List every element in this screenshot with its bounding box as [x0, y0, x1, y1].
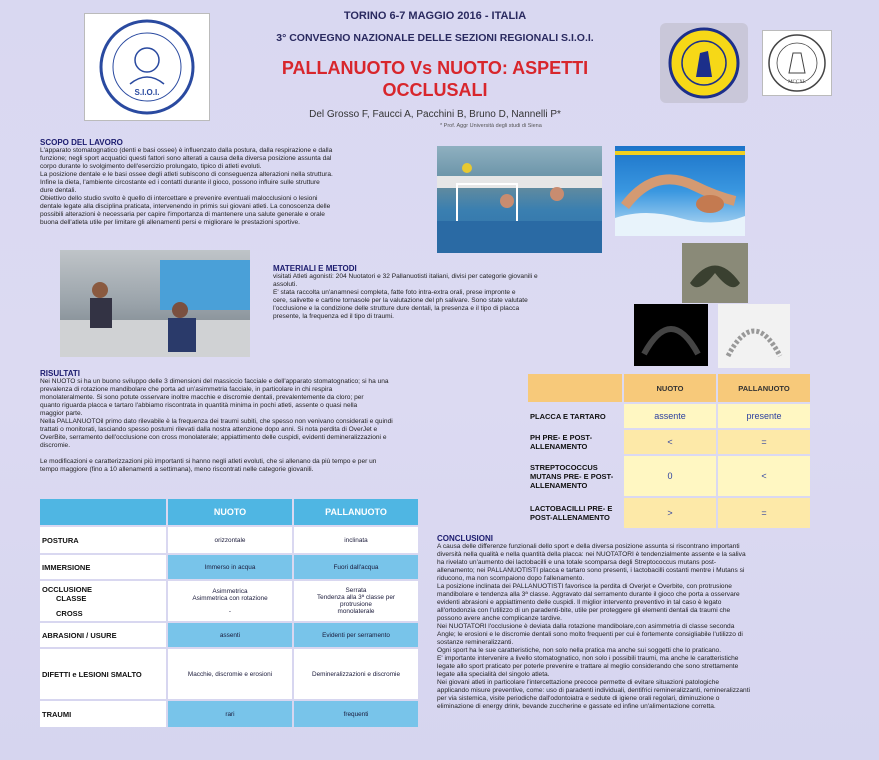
cell-nuoto: Immerso in acqua: [168, 555, 292, 579]
text-line: riducono, ma non scompaiono dopo l'allenamento.: [437, 575, 585, 582]
text-line: Nella PALLANUOTOil primo dato rilevabile è la frequenza dei traumi subiti, che spesso non venivano considerati e quindi: [40, 418, 393, 425]
row-label: DIFETTI e LESIONI SMALTO: [40, 649, 166, 699]
cell-nuoto: orizzontale: [168, 527, 292, 553]
cell-pallanuoto: Fuori dall'acqua: [294, 555, 418, 579]
section-body: [273, 273, 623, 321]
cell-line: Serrata: [345, 587, 367, 594]
text-line: Nei NUOTO si ha un buono sviluppo delle 3 dimensioni del massiccio facciale e dell'apparato stomatognatico; si ha una: [40, 378, 389, 385]
section-title: MATERIALI E METODI: [273, 264, 357, 273]
table-row: [40, 649, 418, 699]
text-line: monolateralmente. Si sono potute osservare inoltre macchie e discromie dentali, prevalentemente da cloro; per: [40, 394, 364, 401]
text-line: E' stata raccolta un'anamnesi completa, fatte foto intra-extra orali, prese impronte e: [273, 289, 516, 296]
table-row: [528, 404, 810, 428]
text-line: maggior parte.: [40, 410, 83, 417]
section-title: RISULTATI: [40, 369, 80, 378]
text-line: L'apparato stomatognatico (denti e basi ossee) è influenzato dalla postura, dalla respirazione e dalla: [40, 147, 333, 154]
row-label: ABRASIONI / USURE: [40, 623, 166, 647]
text-line: mandibolare e tendenza alla 3ª classe. Aggravato dal serramento durante il gioco che porta a osservare: [437, 591, 740, 598]
table-row: [528, 456, 810, 496]
table1-corner: [40, 499, 166, 525]
text-line: ha rivelato un'aumento dei lactobacilli e una totale scomparsa degli Streptococcus mutans post-: [437, 559, 717, 566]
cell-line: -: [228, 607, 232, 615]
table-row: [40, 555, 418, 579]
authors: Del Grosso F, Faucci A, Pacchini B, Bruno D, Nannelli P*: [309, 109, 561, 120]
section-body: [437, 543, 845, 711]
cell-pallanuoto: Evidenti per serramento: [294, 623, 418, 647]
cell-pallanuoto: <: [718, 456, 810, 496]
cell-pallanuoto: Demineralizzazioni e discromie: [294, 649, 418, 699]
text-line: Obiettivo dello studio svolto è quello di intercettare e prevenire eventuali malocclusioni o lesioni: [40, 195, 318, 202]
table-row: [40, 581, 418, 621]
cell-nuoto: >: [624, 498, 716, 528]
section-materiali: [273, 264, 623, 321]
text-line: eliminazione di energy drink, bevande zuccherine e gassate ed infine un'alimentazione corretta.: [437, 703, 716, 710]
text-line: cere, salivette e cartine tornasole per la valutazione del ph salivare. Sono state valutate: [273, 297, 528, 304]
section-body: [40, 147, 435, 227]
cell-nuoto: assente: [624, 404, 716, 428]
text-line: evidenti abrasioni e appiattimento delle cuspidi. Il miglior intervento preventivo in tal caso è legato: [437, 599, 722, 606]
row-label: POSTURA: [40, 527, 166, 553]
poster-title: [250, 57, 620, 101]
row-label: IMMERSIONE: [40, 555, 166, 579]
text-line: Ogni sport ha le sue caratteristiche, non solo nella pratica ma anche sui soggetti che lo praticano.: [437, 647, 722, 654]
table2-header-pallanuoto: PALLANUOTO: [718, 374, 810, 402]
cell-line: Asimmetrica: [212, 587, 248, 595]
section-risultati: [40, 369, 510, 474]
cell-pallanuoto: inclinata: [294, 527, 418, 553]
cell-pallanuoto: [294, 581, 418, 621]
text-line: assoluti.: [273, 281, 298, 288]
cell-line: Tendenza alla 3ª classe per: [316, 594, 396, 601]
cell-pallanuoto: =: [718, 498, 810, 528]
cell-line: monolaterale: [337, 608, 375, 615]
sioi-label: S.I.O.I.: [134, 88, 160, 97]
row-label: PH PRE- E POST-ALLENAMENTO: [530, 433, 593, 451]
cell-nuoto: assenti: [168, 623, 292, 647]
dental-impression-photo: [682, 243, 748, 303]
text-line: l'occlusione e la condizione delle strutture dure dentali, la presenza e il tipo di placca: [273, 305, 520, 312]
cell-nuoto: Macchie, discromie e erosioni: [168, 649, 292, 699]
text-line: corpo durante lo svolgimento dell'esercizio prolungato, tipico di atleti evoluti.: [40, 163, 262, 170]
row-label: STREPTOCOCCUS MUTANS PRE- E POST-ALLENAMENTO: [530, 462, 614, 490]
table-row: [528, 430, 810, 454]
text-line: legate alla specialità del singolo atleta.: [437, 671, 550, 678]
waterpolo-photo: [437, 146, 602, 253]
text-line: prevalenza di rotazione mandibolare che porta ad un'asimmetria facciale, in particolare in chi respira: [40, 386, 333, 393]
conference-date-location: TORINO 6-7 MAGGIO 2016 - ITALIA: [343, 10, 527, 22]
swimmer-photo: [615, 146, 745, 236]
text-line: A causa delle differenze funzionali dello sport e della diversa posizione assunta si riscontrano importanti: [437, 543, 740, 550]
text-line: funzione; negli sport acquatici questi fattori sono alterati a causa della diversa posizione assunta dal: [40, 155, 332, 162]
text-line: visitati Atleti agonisti: 204 Nuotatori e 32 Pallanuotisti italiani, divisi per categorie giovanili e: [273, 273, 538, 280]
text-line: [40, 450, 510, 458]
text-line: presente, la frequenza ed il tipo di traumi.: [273, 313, 394, 320]
text-line: possibili alterazioni è necessaria per capire l'importanza di mantenere una salute generale e orale: [40, 211, 325, 218]
table-row: [40, 623, 418, 647]
text-line: all'ortodonzia con l'utilizzo di un paradenti-bite, utile per proteggere gli elementi dentali da traumi che: [437, 607, 731, 614]
text-line: buona dell'atleta utile per limitare gli allenamenti persi e migliorare le prestazioni sportive.: [40, 219, 301, 226]
dental-arch-light-photo: [718, 304, 790, 368]
text-line: trattati o monitorati, lasciando spesso postumi rilevati dalla nostra attenzione dopo anni. Si nota perdita di OverJet e: [40, 426, 378, 433]
row-label-sub: CROSS: [56, 608, 83, 618]
text-line: La posizione inclinata dei PALLANUOTISTI favorisce la perdita di Overjet e Overbite, con protrusione: [437, 583, 732, 590]
text-line: dentale legate alla disciplina praticata, intervenendo in primis sui giovani atleti. La conoscenza delle: [40, 203, 331, 210]
sioi-logo: [84, 13, 210, 121]
row-label-main: OCCLUSIONE: [42, 584, 93, 594]
svg-text:MCCXL: MCCXL: [788, 80, 806, 85]
table-row: [40, 527, 418, 553]
text-line: Angle; le erosioni e le discromie dentali sono molto frequenti per cui è fortemente consigliabile l'utilizzo di: [437, 631, 743, 638]
text-line: La posizione dentale e le basi ossee degli atleti subiscono di conseguenza alterazioni nella struttura.: [40, 171, 333, 178]
table2-header-nuoto: NUOTO: [624, 374, 716, 402]
text-line: sostanze remineralizzanti.: [437, 639, 514, 646]
row-label: LACTOBACILLI PRE- E POST-ALLENAMENTO: [530, 504, 613, 522]
section-conclusioni: [437, 534, 845, 711]
cell-nuoto: 0: [624, 456, 716, 496]
clinic-photo: [60, 250, 250, 357]
cell-pallanuoto: presente: [718, 404, 810, 428]
row-label: [40, 581, 166, 621]
table1-header-pallanuoto: PALLANUOTO: [294, 499, 418, 525]
section-title: SCOPO DEL LAVORO: [40, 138, 123, 147]
comparison-table: [38, 497, 420, 729]
text-line: discromie.: [40, 442, 71, 449]
sioi-regional-logo: [660, 23, 748, 103]
text-line: legate allo sport praticato per poterle prevenire e trattare al meglio considerando che sono strettamente: [437, 663, 739, 670]
text-line: per via sistemica, visite periodiche dall'odontoiatra e sedute di igiene orali regolari, diminuzione o: [437, 695, 720, 702]
table2-corner: [528, 374, 622, 402]
text-line: OverBite, serramento dell'occlusione con cross monolaterale; appiattimento delle cuspidi, evidenti demineralizzazioni e: [40, 434, 387, 441]
siena-university-seal: [762, 30, 832, 96]
row-label-sub: CLASSE: [56, 593, 87, 603]
text-line: diversità nella qualità e nella quantità della placca: nei NUOTATORI è tendenzialmente assente e la saliva: [437, 551, 746, 558]
row-label: TRAUMI: [40, 701, 166, 727]
table1-header-nuoto: NUOTO: [168, 499, 292, 525]
poster-title-line2: OCCLUSALI: [382, 80, 488, 100]
text-line: quanto riguarda placca e tartaro l'abbiamo riscontrata in quantità minima in pochi atleti, assente o quasi nella: [40, 402, 358, 409]
text-line: applicando misure preventive, come: uso di paradenti individuali, dentifrici remineralizzanti, remineralizzanti: [437, 687, 750, 694]
cell-nuoto: <: [624, 430, 716, 454]
oral-health-table: [526, 372, 812, 530]
conference-name: 3° CONVEGNO NAZIONALE DELLE SEZIONI REGIONALI S.I.O.I.: [276, 32, 594, 44]
cell-pallanuoto: frequenti: [294, 701, 418, 727]
text-line: Nei NUOTATORI l'occlusione è deviata dalla rotazione mandibolare,con asimmetria di classe seconda: [437, 623, 735, 630]
text-line: allenamento; nei PALLANUOTISTI placca e tartaro sono presenti, i lactobacilli costanti mentre i Mutans si: [437, 567, 745, 574]
table-row: [40, 701, 418, 727]
text-line: possono avere anche complicanze tardive.: [437, 615, 562, 622]
dental-arch-dark-photo: [634, 304, 708, 366]
affiliation: * Prof. Aggr Università degli studi di Siena: [440, 123, 542, 129]
text-line: E' importante intervenire a livello stomatognatico, non solo i possibili traumi, ma anche le caratteristiche: [437, 655, 739, 662]
section-title: CONCLUSIONI: [437, 534, 493, 543]
poster-title-line1: PALLANUOTO Vs NUOTO: ASPETTI: [281, 58, 589, 78]
section-body: [40, 378, 510, 474]
cell-nuoto: [168, 581, 292, 621]
text-line: tempo maggiore (fino a 10 allenamenti a settimana), meno riscontrati nelle categorie giovanili.: [40, 466, 314, 473]
cell-line: protrusione: [340, 601, 372, 608]
table-row: [528, 498, 810, 528]
cell-nuoto: rari: [168, 701, 292, 727]
cell-line: Asimmetrica con rotazione: [192, 594, 268, 602]
text-line: Nei giovani atleti in particolare l'intercettazione precoce permette di evitare situazioni patologiche: [437, 679, 720, 686]
cell-pallanuoto: =: [718, 430, 810, 454]
text-line: Le modificazioni e caratterizzazioni più importanti si hanno negli atleti evoluti, che si allenano da più tempo e per un: [40, 458, 377, 465]
section-scopo: [40, 138, 435, 227]
text-line: dure dentali.: [40, 187, 77, 194]
text-line: Infine la dieta, l'ambiente circostante ed i contatti durante il gioco, possono influire sulle strutture: [40, 179, 320, 186]
row-label: PLACCA E TARTARO: [530, 411, 606, 421]
